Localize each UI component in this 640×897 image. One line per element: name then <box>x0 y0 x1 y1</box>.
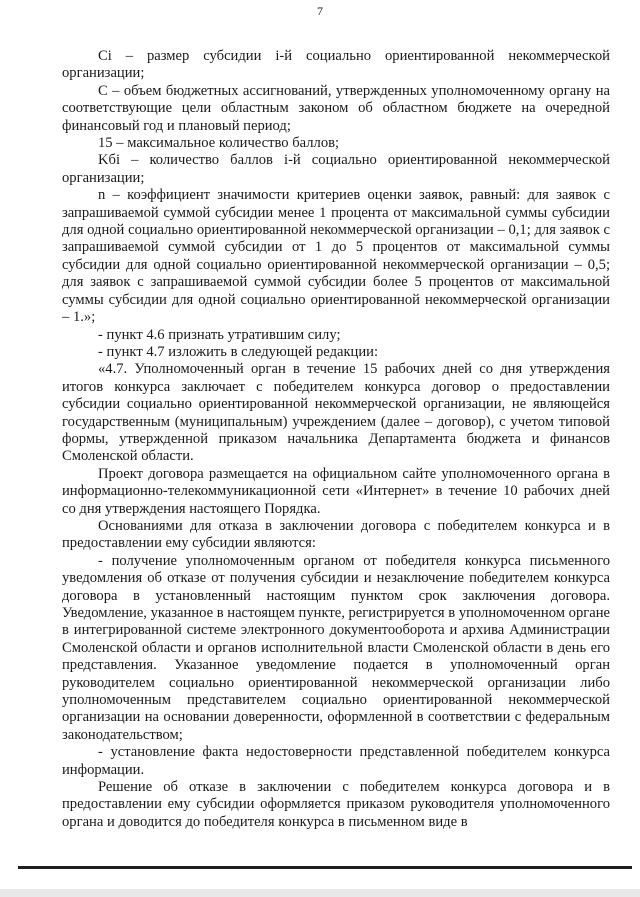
paragraph-n-coefficient: n – коэффициент значимости критериев оценки заявок, равный: для заявок с запрашиваемой суммой субсидии менее 1 процента от максимальной суммы субсидии для одной социально ориентированной некоммерческой организации – 0,1; для заявок с запрашиваемой суммой субсидии от 1 до 5 процентов от максимальной суммы субсидии для одной социально ориентированной некоммерческой организации – 0,5; для заявок с запрашиваемой суммой субсидии более 5 процентов от максимальной суммы субсидии для одной социально ориентированной некоммерческой организации – 1.»; <box>62 187 610 326</box>
paragraph-ci-definition: Ci – размер субсидии i-й социально ориентированной некоммерческой организации; <box>62 48 610 82</box>
paragraph-max-points: 15 – максимальное количество баллов; <box>98 135 340 152</box>
paragraph-kbi-definition: Kбi – количество баллов i-й социально ориентированной некоммерческой организации; <box>62 152 610 186</box>
paragraph-item-4-7-intro: - пункт 4.7 изложить в следующей редакции: <box>98 343 379 360</box>
paragraph-refusal-notice: - получение уполномоченным органом от победителя конкурса письменного уведомления об отказе от получения субсидии и незаключение победителем конкурса договора в установленный настоящим пунктом срок заключения договора. Уведомление, указанное в настоящем пункте, регистрируется в уполномоченном органе в интегрированной системе электронного документооборота и архива Администрации Смоленской области и органов исполнительной власти Смоленской области в день его представления. Указанное уведомление подается в уполномоченный орган руководителем социально ориентированной некоммерческой организации либо уполномоченным представителем социально ориентированной некоммерческой организации на основании доверенности, оформленной в соответствии с федеральным законодательством; <box>62 552 610 743</box>
paragraph-item-4-7-text: «4.7. Уполномоченный орган в течение 15 рабочих дней со дня утверждения итогов конкурса заключает с победителем конкурса договор о предоставлении субсидии социально ориентированной некоммерческой организации, не являющейся государственным (муниципальным) учреждением (далее – договор), с учетом типовой формы, утвержденной приказом начальника Департамента бюджета и финансов Смоленской области. <box>62 361 610 465</box>
document-body <box>62 48 610 831</box>
page-number: 7 <box>317 4 323 18</box>
paragraph-refusal-grounds: Основаниями для отказа в заключении договора с победителем конкурса и в предоставлении ему субсидии являются: <box>62 517 610 552</box>
paragraph-item-4-6: - пункт 4.6 признать утратившим силу; <box>98 326 341 343</box>
scan-bottom-rule <box>18 866 632 869</box>
paragraph-refusal-decision: Решение об отказе в заключении с победителем конкурса договора и в предоставлении ему субсидии оформляется приказом руководителя уполномоченного органа и доводится до победителя конкурса в письменном виде в <box>62 779 610 830</box>
paragraph-draft-contract: Проект договора размещается на официальном сайте уполномоченного органа в информационно-телекоммуникационной сети «Интернет» в течение 10 рабочих дней со дня утверждения настоящего Порядка. <box>62 465 610 517</box>
paragraph-c-definition: С – объем бюджетных ассигнований, утвержденных уполномоченному органу на соответствующие цели областным законом об областном бюджете на очередной финансовый год и плановый период; <box>62 82 610 134</box>
paragraph-false-info: - установление факта недостоверности представленной победителем конкурса информации. <box>62 744 610 778</box>
scan-edge <box>0 889 640 897</box>
